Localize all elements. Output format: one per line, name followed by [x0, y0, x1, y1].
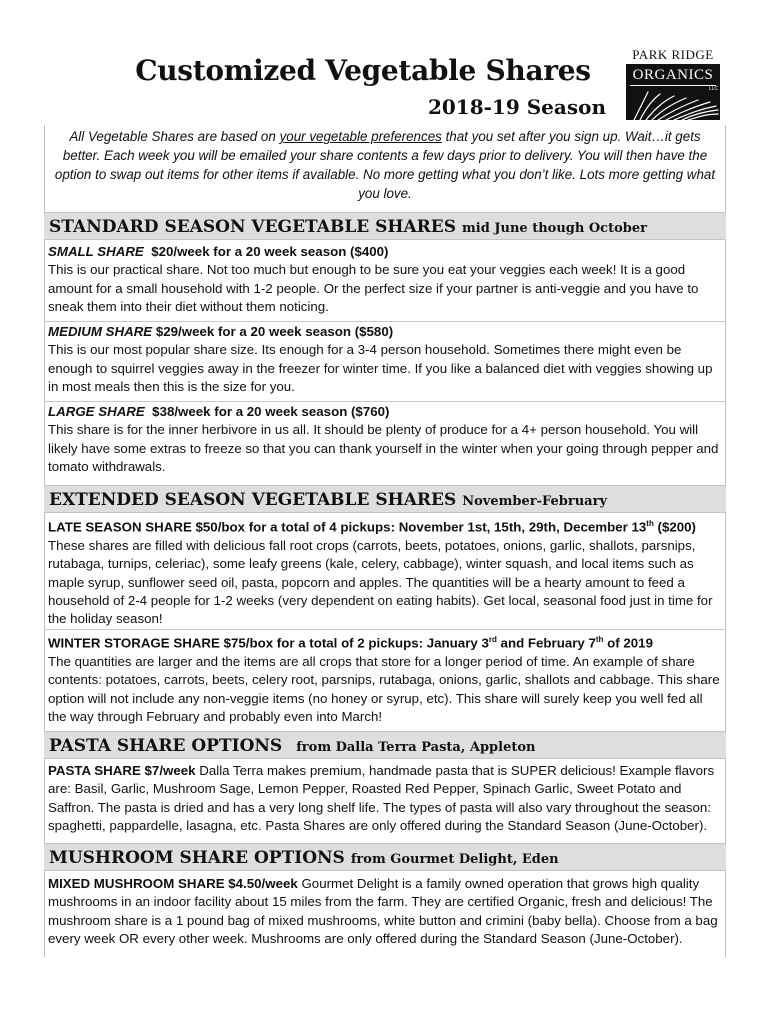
intro-text-1: All Vegetable Shares are based on — [69, 129, 280, 144]
share-name: LARGE SHARE — [48, 404, 145, 419]
section-title: STANDARD SEASON VEGETABLE SHARES — [49, 217, 457, 237]
winter-storage-share-body: The quantities are larger and the items are all crops that store for a longer period of time. An example of share contents: potatoes, carrots, beets, celery root, parsnips, rutabaga, onions, garlic, shallots and cabbage. This share option will not include any non-veggie items (no honey or syrup, etc). This share will surely keep you well fed all the way through February and probably even into March! — [48, 653, 720, 725]
divider — [44, 321, 726, 322]
vegetable-preferences-text: your vegetable preferences — [279, 129, 442, 144]
lead-text: LATE SEASON SHARE $50/box for a total of 4 pickups: November 1st, 15th, 29th, December 13 — [48, 519, 647, 535]
share-name: MEDIUM SHARE — [48, 324, 153, 339]
large-share-body: This share is for the inner herbivore in us all. It should be plenty of produce for a 4+ person household. You will likely have some extras to freeze so that you can thank yourself in the winter when your going through pepper and tomato withdrawals. — [48, 422, 719, 475]
medium-share-body: This is our most popular share size. Its enough for a 3-4 person household. Sometimes there might even be enough to squirrel veggies away in the freezer for winter time. If you like a balanced diet with veggies showing up in most meals then this is the size for you. — [48, 342, 713, 395]
medium-share-block — [48, 323, 720, 397]
mushroom-share-body: Gourmet Delight is a family owned operation that grows high quality mushrooms in an indoor facility about 15 miles from the farm. They are certified Organic, fresh and delicious! The mushroom share is a 1 pound bag of mixed mushrooms, white button and crimini (baby bella). Choose from a bag every week OR every other week. Mushrooms are only offered during the Standard Season (June-October). — [48, 876, 718, 947]
section-subtitle: November-February — [462, 494, 607, 509]
page-title: Customized Vegetable Shares — [135, 54, 591, 87]
park-ridge-organics-logo — [626, 48, 720, 120]
section-subtitle: from Gourmet Delight, Eden — [350, 852, 559, 867]
share-price: $38/week for a 20 week season ($760) — [152, 404, 390, 419]
mushroom-share-heading — [44, 843, 726, 871]
lead-text: WINTER STORAGE SHARE $75/box for a total of 2 pickups: January 3 — [48, 635, 489, 651]
medium-share-lead — [48, 323, 720, 341]
mushroom-share-block — [48, 875, 720, 949]
pasta-share-lead: PASTA SHARE $7/week — [48, 763, 196, 778]
small-share-lead — [48, 243, 720, 261]
standard-season-heading — [44, 212, 726, 240]
section-title: MUSHROOM SHARE OPTIONS — [49, 848, 345, 868]
season-label: 2018-19 Season — [427, 95, 606, 119]
lead-sup: rd — [488, 635, 497, 644]
small-share-block — [48, 243, 720, 317]
page-header — [0, 0, 770, 125]
lead-text-mid: and February 7 — [496, 635, 596, 651]
intro-paragraph — [45, 127, 725, 203]
lead-text-end: of 2019 — [603, 635, 653, 651]
lead-sup: th — [646, 519, 654, 528]
mushroom-share-lead: MIXED MUSHROOM SHARE $4.50/week — [48, 876, 298, 891]
share-price: $29/week for a 20 week season ($580) — [155, 324, 394, 339]
late-season-share-block — [48, 515, 720, 629]
logo-main-text: ORGANICS — [630, 67, 716, 86]
late-season-share-lead — [48, 515, 720, 537]
late-season-share-body: These shares are filled with delicious fall root crops (carrots, beets, potatoes, onions, garlic, shallots, parsnips, rutabaga, turnips, celeriac), some leafy greens (kale, celery, cabbage), winter squash, and local items such as maple syrup, sunflower seed oil, pasta, popcorn and apples. The quantities will be a hearty amount to feed a household of 2-4 people for 1-2 weeks (very dependent on eating habits). Get local, seasonal food just in time for the holiday season! — [48, 537, 713, 627]
divider — [44, 401, 726, 402]
section-subtitle: from Dalla Terra Pasta, Appleton — [296, 740, 536, 755]
intro-text-2: that you set after you sign up. Wait…it gets better. Each week you will be emailed your share contents a few days prior to delivery. You will then have the option to swap out items for other items if available. No more getting what you don’t like. Lots more getting what you love. — [54, 129, 716, 201]
pasta-share-body: Dalla Terra makes premium, handmade pasta that is SUPER delicious! Example flavors are: Basil, Garlic, Mushroom Sage, Lemon Pepper, Roasted Red Pepper, Spinach Garlic, Sweet Potato and Saffron. The pasta is dried and has a very long shelf life. The types of pasta will also vary throughout the season: spaghetti, pappardelle, lasagna, etc. Pasta Shares are only offered during the Standard Season (June-October). — [48, 763, 715, 834]
extended-season-heading — [44, 485, 726, 513]
winter-storage-share-block — [48, 631, 720, 726]
pasta-share-heading — [44, 731, 726, 759]
lead-sup: th — [595, 635, 604, 644]
winter-storage-share-lead — [48, 631, 720, 653]
logo-box — [626, 64, 720, 120]
large-share-lead — [48, 403, 720, 421]
logo-llc-text: LLC — [708, 86, 718, 92]
pasta-share-block — [48, 762, 720, 836]
section-title: EXTENDED SEASON VEGETABLE SHARES — [49, 490, 457, 510]
lead-text-end: ($200) — [653, 519, 696, 535]
grass-icon — [626, 64, 720, 120]
small-share-body: This is our practical share. Not too much but enough to be sure you eat your veggies each week! It is a good amount for a small household with 1-2 people. Or the perfect size if your partner is anti-veggie and you have to sneak them into their diet without them noticing. — [48, 262, 699, 315]
section-subtitle: mid June though October — [462, 221, 647, 236]
divider — [44, 629, 726, 630]
large-share-block — [48, 403, 720, 477]
share-name: SMALL SHARE — [48, 244, 144, 259]
share-price: $20/week for a 20 week season ($400) — [151, 244, 389, 259]
section-title: PASTA SHARE OPTIONS — [49, 736, 283, 756]
logo-top-text: PARK RIDGE — [632, 47, 714, 62]
